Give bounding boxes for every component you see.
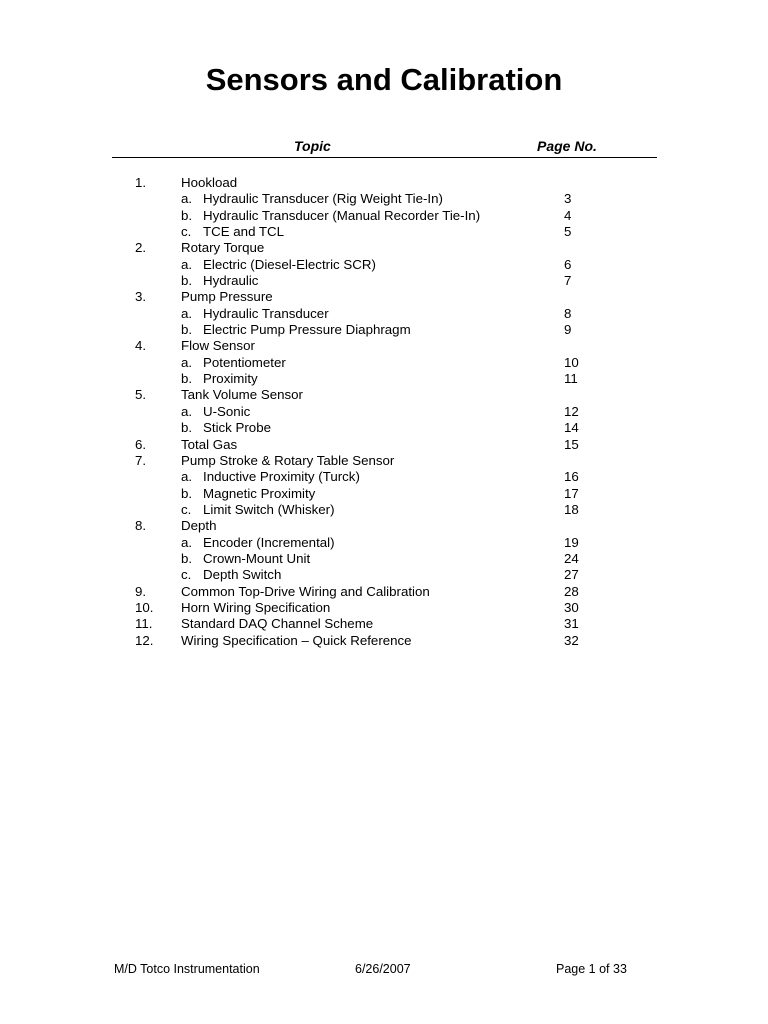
toc-section-number: 6.: [135, 436, 147, 452]
toc-page-number: 18: [564, 501, 579, 517]
toc-section-title: Horn Wiring Specification: [181, 599, 331, 615]
toc-page-number: 31: [564, 616, 579, 632]
toc-subsection-letter: c.: [181, 567, 192, 583]
toc-section-row: [0, 633, 768, 649]
toc-subsection-row: [0, 191, 768, 207]
toc-subsection-title: Encoder (Incremental): [203, 534, 335, 550]
toc-subsection-letter: b.: [181, 322, 193, 338]
toc-page-number: 24: [564, 550, 579, 566]
footer-company: M/D Totco Instrumentation: [114, 962, 260, 976]
toc-section-number: 1.: [135, 175, 147, 190]
toc-subsection-letter: c.: [181, 224, 192, 240]
toc-subsection-title: Limit Switch (Whisker): [203, 501, 335, 517]
toc-subsection-letter: b.: [181, 420, 193, 436]
toc-section-number: 5.: [135, 387, 147, 403]
toc-section-title: Rotary Torque: [181, 240, 265, 256]
toc-page-number: 16: [564, 469, 579, 485]
toc-subsection-row: [0, 535, 768, 551]
toc-subsection-row: [0, 224, 768, 240]
toc-subsection-row: [0, 322, 768, 338]
toc-section-number: 8.: [135, 518, 147, 534]
toc-subsection-title: Hydraulic Transducer (Manual Recorder Tie-In): [203, 207, 481, 223]
toc-subsection-row: [0, 355, 768, 371]
toc-section-row: [0, 175, 768, 191]
toc-section-number: 2.: [135, 240, 147, 256]
toc-page-number: 12: [564, 403, 579, 419]
toc-section-title: Standard DAQ Channel Scheme: [181, 616, 374, 632]
toc-page-number: 32: [564, 632, 579, 648]
toc-subsection-title: Proximity: [203, 371, 258, 387]
toc-subsection-letter: a.: [181, 256, 193, 272]
toc-page-number: 6: [564, 256, 572, 272]
toc-section-row: [0, 387, 768, 403]
toc-section-number: 7.: [135, 452, 147, 468]
toc-subsection-row: [0, 306, 768, 322]
toc-page-number: 9: [564, 322, 572, 338]
toc-section-row: [0, 453, 768, 469]
document-title: Sensors and Calibration: [205, 62, 563, 97]
toc-subsection-title: Hydraulic Transducer: [203, 305, 329, 321]
toc-page-number: 17: [564, 485, 579, 501]
toc-section-title: Flow Sensor: [181, 338, 255, 354]
toc-section-row: [0, 289, 768, 305]
topic-column-header: Topic: [294, 138, 331, 154]
toc-page-number: 11: [564, 371, 578, 387]
toc-subsection-letter: b.: [181, 485, 193, 501]
toc-subsection-row: [0, 551, 768, 567]
toc-page-number: 30: [564, 599, 579, 615]
toc-page-number: 4: [564, 207, 572, 223]
toc-page-number: 27: [564, 567, 579, 583]
toc-subsection-letter: b.: [181, 207, 193, 223]
toc-subsection-letter: a.: [181, 191, 193, 207]
toc-section-number: 3.: [135, 289, 147, 305]
toc-page-number: 8: [564, 305, 572, 321]
toc-subsection-title: Electric Pump Pressure Diaphragm: [203, 322, 411, 338]
toc-subsection-row: [0, 371, 768, 387]
toc-page-number: 5: [564, 224, 572, 240]
toc-section-number: 10.: [135, 599, 154, 615]
toc-subsection-title: Hydraulic Transducer (Rig Weight Tie-In): [203, 191, 443, 207]
toc-subsection-title: Crown-Mount Unit: [203, 550, 311, 566]
toc-subsection-row: [0, 257, 768, 273]
toc-subsection-letter: b.: [181, 273, 193, 289]
toc-subsection-letter: a.: [181, 305, 193, 321]
toc-section-title: Hookload: [181, 175, 238, 190]
header-divider: [112, 157, 657, 158]
toc-section-title: Wiring Specification – Quick Reference: [181, 632, 412, 648]
toc-subsection-letter: c.: [181, 501, 192, 517]
toc-section-title: Tank Volume Sensor: [181, 387, 303, 403]
toc-subsection-letter: b.: [181, 371, 193, 387]
toc-subsection-title: Hydraulic: [203, 273, 259, 289]
toc-subsection-row: [0, 420, 768, 436]
toc-section-row: [0, 437, 768, 453]
toc-section-title: Pump Stroke & Rotary Table Sensor: [181, 452, 395, 468]
toc-subsection-letter: a.: [181, 469, 193, 485]
page-number-column-header: Page No.: [537, 138, 597, 154]
toc-section-row: [0, 584, 768, 600]
toc-section-number: 4.: [135, 338, 147, 354]
toc-subsection-letter: a.: [181, 403, 193, 419]
toc-subsection-row: [0, 404, 768, 420]
toc-subsection-title: Potentiometer: [203, 354, 286, 370]
toc-section-title: Total Gas: [181, 436, 238, 452]
toc-section-row: [0, 616, 768, 632]
toc-section-row: [0, 240, 768, 256]
toc-subsection-title: Magnetic Proximity: [203, 485, 316, 501]
toc-subsection-row: [0, 469, 768, 485]
toc-page-number: 15: [564, 436, 579, 452]
toc-section-title: Pump Pressure: [181, 289, 273, 305]
toc-subsection-row: [0, 502, 768, 518]
footer-date: 6/26/2007: [355, 962, 411, 976]
toc-subsection-title: Stick Probe: [203, 420, 271, 436]
footer-page-count: Page 1 of 33: [556, 962, 627, 976]
toc-subsection-letter: a.: [181, 534, 193, 550]
toc-subsection-letter: a.: [181, 354, 193, 370]
toc-section-title: Common Top-Drive Wiring and Calibration: [181, 583, 430, 599]
toc-subsection-row: [0, 208, 768, 224]
toc-page-number: 3: [564, 191, 572, 207]
toc-subsection-title: Depth Switch: [203, 567, 282, 583]
toc-subsection-title: Inductive Proximity (Turck): [203, 469, 360, 485]
toc-section-number: 11.: [135, 616, 153, 632]
toc-section-row: [0, 338, 768, 354]
toc-section-row: [0, 518, 768, 534]
toc-page-number: 7: [564, 273, 572, 289]
toc-section-number: 12.: [135, 632, 154, 648]
toc-section-number: 9.: [135, 583, 147, 599]
toc-section-row: [0, 600, 768, 616]
toc-subsection-row: [0, 567, 768, 583]
toc-page-number: 28: [564, 583, 579, 599]
toc-page-number: 14: [564, 420, 579, 436]
toc-section-title: Depth: [181, 518, 217, 534]
toc-subsection-row: [0, 486, 768, 502]
table-of-contents: [0, 175, 768, 649]
toc-page-number: 10: [564, 354, 579, 370]
toc-subsection-letter: b.: [181, 550, 193, 566]
toc-subsection-row: [0, 273, 768, 289]
toc-subsection-title: Electric (Diesel-Electric SCR): [203, 256, 376, 272]
toc-page-number: 19: [564, 534, 579, 550]
toc-subsection-title: U-Sonic: [203, 403, 251, 419]
toc-subsection-title: TCE and TCL: [203, 224, 285, 240]
